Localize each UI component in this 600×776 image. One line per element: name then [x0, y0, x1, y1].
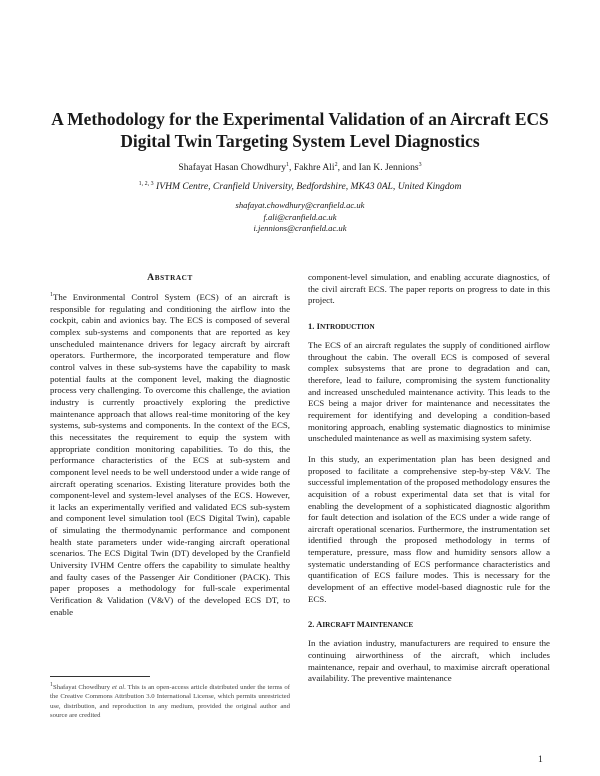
affiliation-superscript: 1, 2, 3: [138, 180, 154, 187]
abstract-text: $^1$The Environmental Control System (ECS) of an aircraft is responsible for regulating and conditioning the airflow into the cockpit, cabin and avionics bay. The ECS is composed of several complex sub-systems and components that are reported as key unscheduled maintenance drivers for legacy aircraft by aircraft operators. Furthermore, the incorporated temperature and flow control valves in these sub-systems have the capability to mask potential faults at the component level, making the diagnostic process very challenging. To overcome this challenge, the aviation industry is currently proactively exploring the predictive maintenance approach that allows real-time monitoring of the key systems, sub-systems and components. In the context of the ECS, this necessitates the requirement to equip the system with appropriate condition monitoring capabilities. To do this, the performance characteristics of the ECS at sub-system and component level needs to be well understood under a wide range of aircraft operating scenarios. Existing literature provides both the component-level and system-level analyses of the ECS. However, it lacks an experimentally verified and validated ECS sub-system and component level simulation tool (ECS Digital Twin), capable of simulating the thermodynamic performance and component health state parameters under wide-ranging aircraft operational scenarios. The ECS Digital Twin (DT) developed by the Cranfield University IVHM Centre offers the capability to simulate healthy and faulty cases of the Passenger Air Conditioner (PACK). This paper proposes a methodology for full-scale experimental Verification & Validation (V&V) of the developed ECS DT, to enable: [50, 292, 290, 617]
paper-title: [40, 108, 560, 152]
author-name: Fakhre Ali: [293, 162, 335, 173]
section-heading-aircraft-maintenance: 2. AIRCRAFT MAINTENANCE: [308, 619, 414, 630]
affiliation-text: IVHM Centre, Cranfield University, Bedfordshire, MK43 0AL, United Kingdom: [153, 181, 462, 192]
email-link[interactable]: shafayat.chowdhury@cranfield.ac.uk: [235, 200, 365, 210]
email-link[interactable]: i.jennions@cranfield.ac.uk: [253, 223, 347, 233]
abstract-heading: ABSTRACT: [147, 272, 193, 283]
aircraft-maintenance-paragraph-1: In the aviation industry, manufacturers are required to ensure the continuing airworthiness of the aircraft, which includes maintenance, repair and overhaul, to maximise aircraft operational availability. The preventive maintenance: [308, 638, 550, 684]
affiliation: [40, 181, 560, 193]
author-superscript: 1: [286, 161, 290, 168]
author-name: Shafayat Hasan Chowdhury: [178, 162, 287, 173]
section-heading-introduction: 1. INTRODUCTION: [308, 320, 375, 331]
email-link[interactable]: f.ali@cranfield.ac.uk: [263, 211, 337, 222]
left-column: [50, 272, 290, 618]
footnote: $^1$Shafayat Chowdhury et al. This is an open-access article distributed under the terms of the Creative Commons Attribution 3.0 International License, which permits unrestricted use, distribution, and reproduction in any medium, provided the original author and source are credited: [50, 681, 290, 720]
title-line-2: Digital Twin Targeting System Level Diagnostics: [120, 131, 480, 151]
footnote-superscript: 1: [50, 681, 53, 688]
author-name: Ian K. Jennions: [358, 162, 419, 173]
abstract-continuation: component-level simulation, and enabling accurate diagnostics, of the civil aircraft ECS. The paper reports on progress to date in this project.: [308, 272, 550, 306]
introduction-paragraph-1: The ECS of an aircraft regulates the supply of conditioned airflow throughout the cabin. The overall ECS is composed of several complex subsystems that are prone to degradation and can, therefore, lead to failure, compromising the system functionality and increased unscheduled maintenance activity. This leads to the ECS being a major driver for maintenance and necessitates the requirement for identifying and developing a condition-based monitoring approach, enabling systematic diagnostics to minimise unscheduled maintenance as well as maximising system safety.: [308, 339, 550, 444]
author-separator: , and: [337, 162, 359, 173]
footnote-divider: [50, 676, 150, 677]
right-column: [308, 272, 550, 685]
author-list: [40, 162, 560, 174]
author-separator: ,: [289, 162, 294, 173]
author-superscript: 3: [418, 161, 422, 168]
author-superscript: 2: [334, 161, 338, 168]
introduction-paragraph-2: In this study, an experimentation plan has been designed and proposed to facilitate a comprehensive step-by-step V&V. The successful implementation of the proposed methodology ensures the acquisition of a robust experimental data set that is vital for enabling the development of a sophisticated diagnostic algorithm for fault detection and isolation of the ECS under a wide range of aircraft operational scenarios. Furthermore, the instrumentation set identified through the proposed methodology in terms of temperature, pressure, mass flow and humidity sensors allow a systematic understanding of ECS performance characteristics and quantification of ECS failure modes. This is necessary for the development of an effective model-based diagnostic rule for the ECS.: [308, 453, 550, 604]
title-line-1: A Methodology for the Experimental Validation of an Aircraft ECS: [51, 109, 549, 129]
email-list: [40, 200, 560, 235]
page-number: 1: [538, 754, 543, 765]
abstract-superscript: 1: [50, 292, 53, 299]
